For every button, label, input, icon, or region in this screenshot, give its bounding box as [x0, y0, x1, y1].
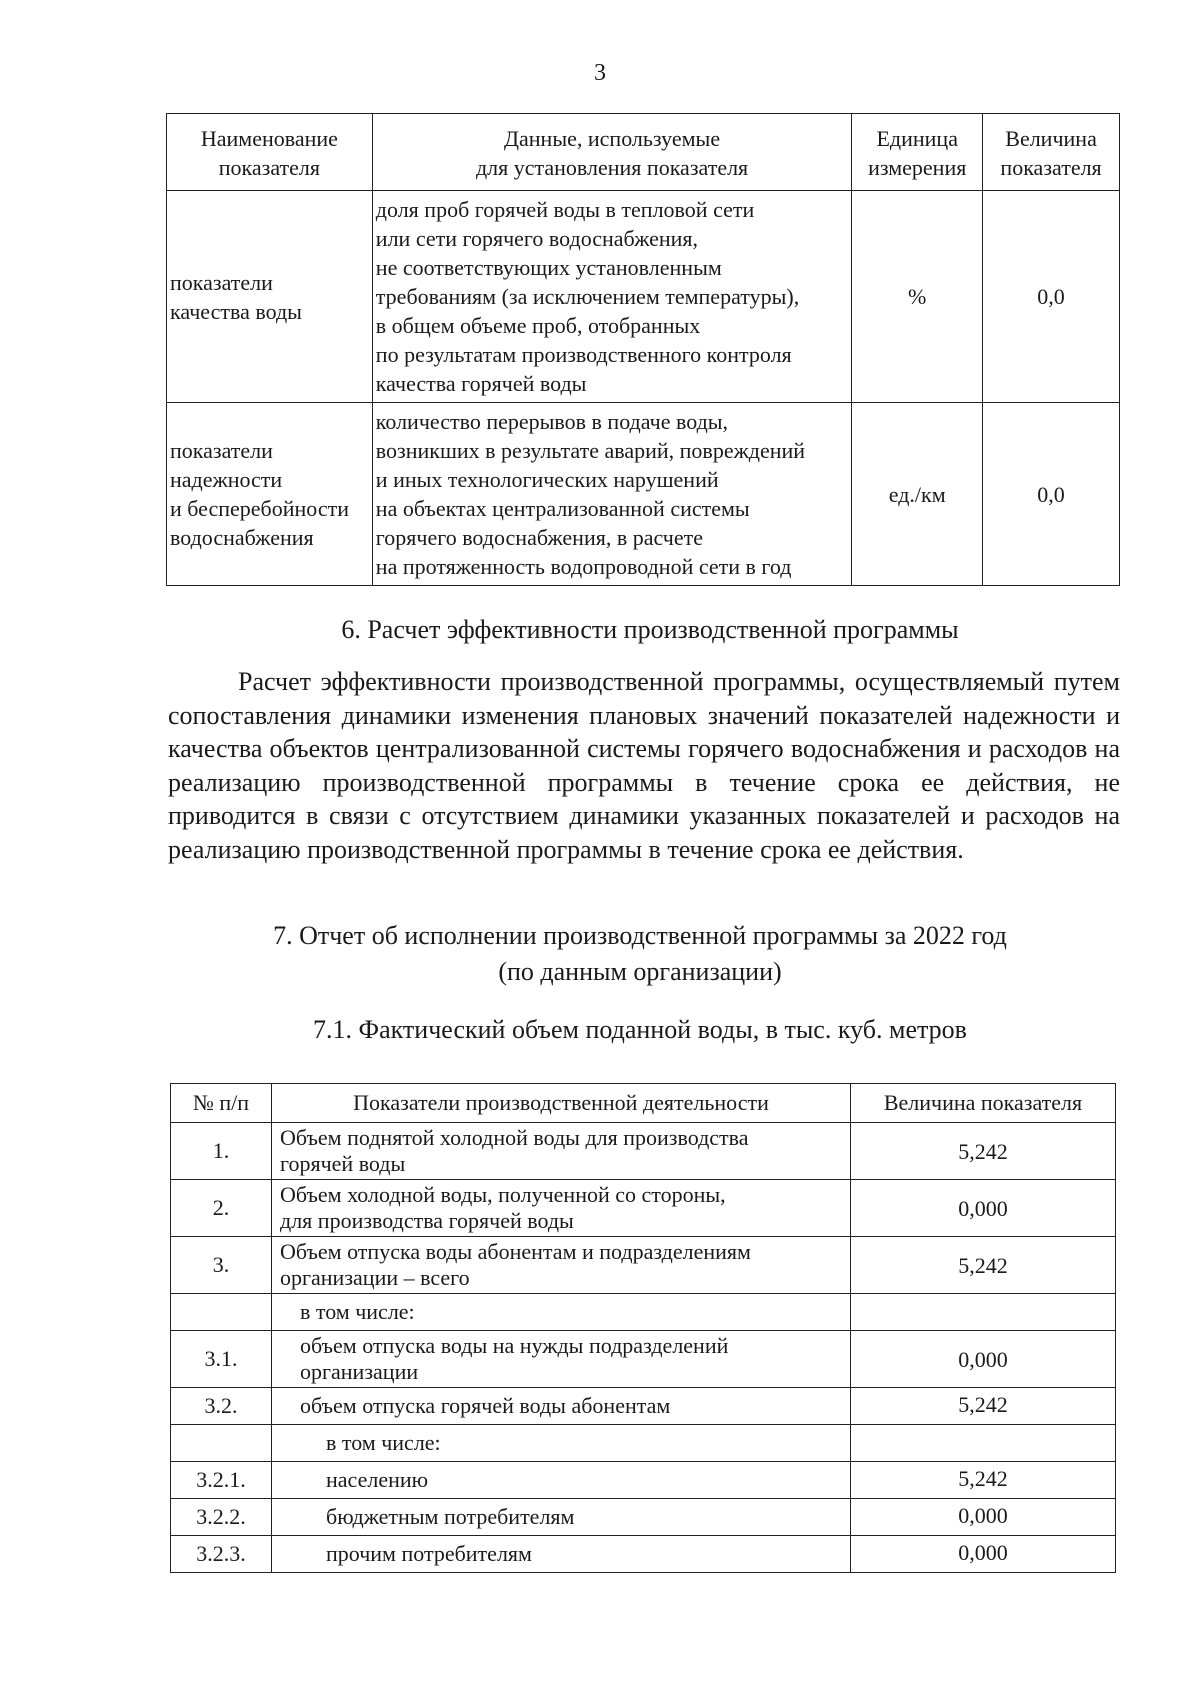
- row-value: 5,242: [851, 1388, 1116, 1425]
- row-value: 5,242: [851, 1123, 1116, 1180]
- row-value: 0,000: [851, 1331, 1116, 1388]
- row-label: населению: [272, 1462, 851, 1499]
- table-row: [167, 403, 1120, 586]
- row-number: 3.: [171, 1237, 272, 1294]
- section-7-heading: 7. Отчет об исполнении производственной программы за 2022 год (по данным организации): [273, 921, 1007, 986]
- row-number: 3.2.: [171, 1388, 272, 1425]
- section-6-heading: 6. Расчет эффективности производственной программы: [341, 615, 959, 644]
- row-label: объем отпуска воды на нужды подразделений организации: [272, 1331, 851, 1388]
- table-header-row: [167, 114, 1120, 191]
- indicator-unit: ед./км: [852, 403, 983, 586]
- indicator-name: показатели надежности и бесперебойности водоснабжения: [167, 403, 373, 586]
- row-number: 3.2.3.: [171, 1536, 272, 1573]
- row-number: 3.1.: [171, 1331, 272, 1388]
- row-label: прочим потребителям: [272, 1536, 851, 1573]
- indicator-description: количество перерывов в подаче воды, возникших в результате аварий, повреждений и иных технологических нарушений на объектах централизованной системы горячего водоснабжения, в расчете на протяженность водопроводной сети в год: [372, 403, 852, 586]
- row-label: Объем отпуска воды абонентам и подразделениям организации – всего: [272, 1237, 851, 1294]
- indicator-name: показатели качества воды: [167, 191, 373, 403]
- row-label: Объем поднятой холодной воды для производства горячей воды: [272, 1123, 851, 1180]
- header-unit: Единица измерения: [852, 114, 983, 191]
- row-label: в том числе:: [272, 1425, 851, 1462]
- header-value: Величина показателя: [983, 114, 1120, 191]
- table-row: [171, 1123, 1116, 1180]
- row-label: бюджетным потребителям: [272, 1499, 851, 1536]
- indicator-description: доля проб горячей воды в тепловой сети или сети горячего водоснабжения, не соответствующих установленным требованиям (за исключением температуры), в общем объеме проб, отобранных по результатам производственного контроля качества горячей воды: [372, 191, 852, 403]
- row-value: [851, 1294, 1116, 1331]
- indicator-value: 0,0: [983, 403, 1120, 586]
- header-activity: Показатели производственной деятельности: [272, 1084, 851, 1123]
- header-number: № п/п: [171, 1084, 272, 1123]
- row-value: 0,000: [851, 1180, 1116, 1237]
- table-header-row: [171, 1084, 1116, 1123]
- row-label: объем отпуска горячей воды абонентам: [272, 1388, 851, 1425]
- row-number: 3.2.1.: [171, 1462, 272, 1499]
- table-row: [171, 1462, 1116, 1499]
- header-indicator-name: Наименование показателя: [167, 114, 373, 191]
- table-row: [171, 1425, 1116, 1462]
- table-row: [171, 1237, 1116, 1294]
- header-data-used: Данные, используемые для установления показателя: [372, 114, 852, 191]
- table-row: [171, 1180, 1116, 1237]
- row-label: Объем холодной воды, полученной со стороны, для производства горячей воды: [272, 1180, 851, 1237]
- row-value: 5,242: [851, 1462, 1116, 1499]
- table-row: [167, 191, 1120, 403]
- row-number: 3.2.2.: [171, 1499, 272, 1536]
- row-number: 2.: [171, 1180, 272, 1237]
- header-value: Величина показателя: [851, 1084, 1116, 1123]
- table-row: [171, 1536, 1116, 1573]
- row-number: 1.: [171, 1123, 272, 1180]
- row-value: 0,000: [851, 1536, 1116, 1573]
- table-row: [171, 1499, 1116, 1536]
- row-value: 0,000: [851, 1499, 1116, 1536]
- table-row: [171, 1331, 1116, 1388]
- table-row: [171, 1388, 1116, 1425]
- section-6-paragraph: Расчет эффективности производственной программы, осуществляемый путем сопоставления динамики изменения плановых значений показателей надежности и качества объектов централизованной системы горячего водоснабжения и расходов на реализацию производственной программы в течение срока ее действия, не приводится в связи с отсутствием динамики указанных показателей и расходов на реализацию производственной программы в течение срока ее действия.: [168, 667, 1120, 864]
- page-number: 3: [594, 60, 606, 86]
- section-7-1-heading: 7.1. Фактический объем поданной воды, в тыс. куб. метров: [313, 1015, 967, 1044]
- indicator-value: 0,0: [983, 191, 1120, 403]
- row-value: 5,242: [851, 1237, 1116, 1294]
- row-number: [171, 1425, 272, 1462]
- water-volume-table: [170, 1083, 1116, 1573]
- row-value: [851, 1425, 1116, 1462]
- table-row: [171, 1294, 1116, 1331]
- row-label: в том числе:: [272, 1294, 851, 1331]
- row-number: [171, 1294, 272, 1331]
- quality-indicators-table: [166, 113, 1120, 586]
- indicator-unit: %: [852, 191, 983, 403]
